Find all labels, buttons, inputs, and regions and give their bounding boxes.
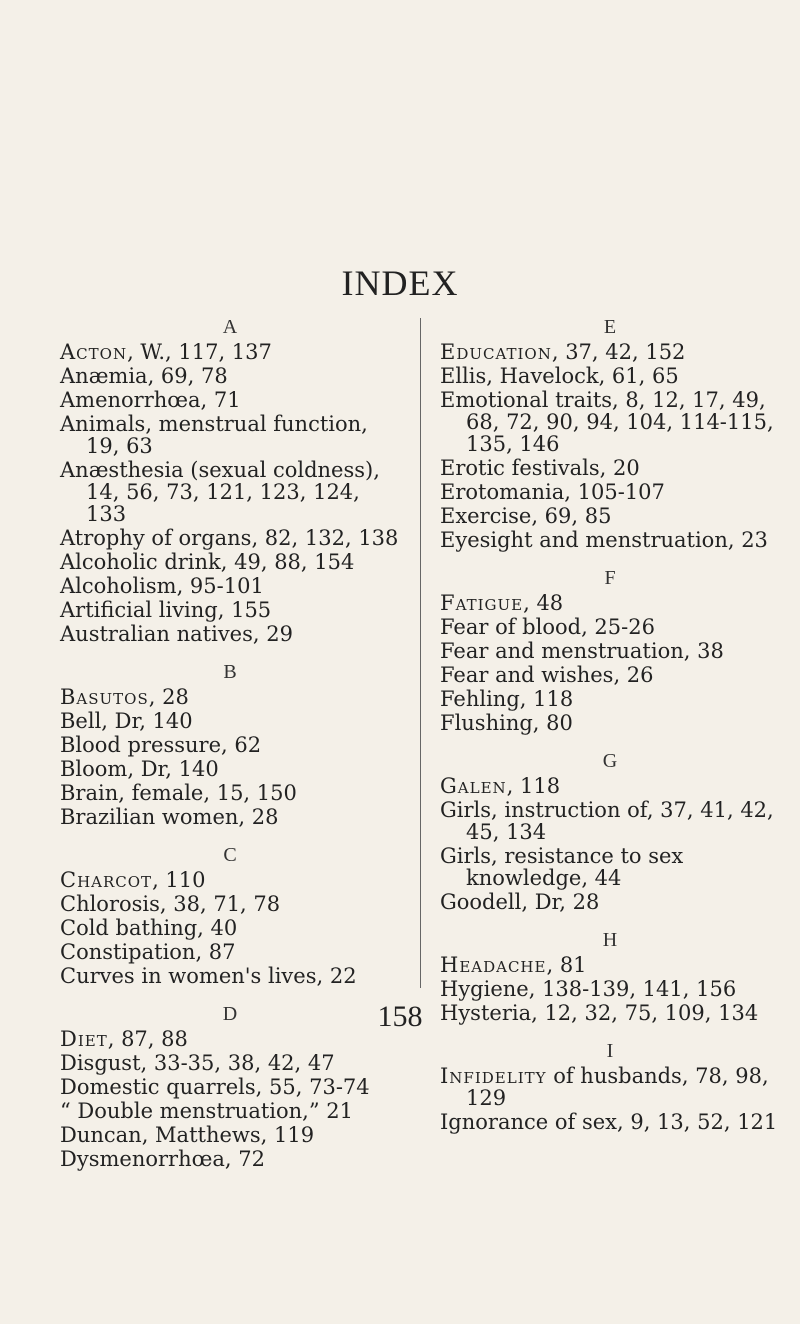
entry-text: Atrophy of organs, 82, 132, 138 <box>60 526 399 550</box>
section-letter: A <box>222 316 238 338</box>
entry-text: Blood pressure, 62 <box>60 733 262 757</box>
index-entry <box>440 891 780 913</box>
index-entry <box>60 734 400 756</box>
index-section-f <box>440 567 780 734</box>
entry-text: Erotomania, 105-107 <box>440 480 665 504</box>
index-entry <box>440 640 780 662</box>
entry-text: , 48 <box>523 591 564 615</box>
entry-text: , 118 <box>506 774 561 798</box>
entry-text: Domestic quarrels, 55, 73-74 <box>60 1075 370 1099</box>
index-entry <box>440 457 780 479</box>
entry-text: Curves in women's lives, 22 <box>60 964 357 988</box>
index-entry <box>440 616 780 638</box>
entry-text: Hysteria, 12, 32, 75, 109, 134 <box>440 1001 759 1025</box>
entry-text: Brain, female, 15, 150 <box>60 781 297 805</box>
index-entry <box>440 481 780 503</box>
index-entry <box>440 775 780 797</box>
entry-text: , 87, 88 <box>107 1027 188 1051</box>
entry-text: Anæmia, 69, 78 <box>60 364 228 388</box>
index-entry <box>60 686 400 708</box>
entry-text: Fear of blood, 25-26 <box>440 615 655 639</box>
index-entry <box>440 365 780 387</box>
index-entry <box>440 688 780 710</box>
section-gap <box>60 830 400 844</box>
page-number: 158 <box>377 1000 423 1033</box>
entry-head: Education <box>440 340 552 364</box>
index-section-a <box>60 316 400 645</box>
entry-head: Infidelity <box>440 1064 547 1088</box>
index-entry <box>60 806 400 828</box>
index-entry <box>60 459 400 525</box>
section-gap <box>440 736 780 750</box>
index-entry <box>440 845 780 889</box>
section-letter: C <box>223 844 237 866</box>
index-entry <box>60 599 400 621</box>
entry-text: Girls, instruction of, 37, 41, 42, 45, 134 <box>440 798 774 844</box>
index-entry <box>60 1052 400 1074</box>
index-entry <box>60 551 400 573</box>
column-divider <box>420 318 421 988</box>
entry-head: Diet <box>60 1027 108 1051</box>
entry-head: Galen <box>440 774 507 798</box>
entry-head: Basutos <box>60 685 149 709</box>
entry-text: Exercise, 69, 85 <box>440 504 612 528</box>
entry-text: , 28 <box>148 685 189 709</box>
index-entry <box>60 917 400 939</box>
index-entry <box>440 389 780 455</box>
entry-text: Erotic festivals, 20 <box>440 456 640 480</box>
index-entry <box>60 389 400 411</box>
entry-head: Charcot <box>60 868 153 892</box>
entry-text: Bloom, Dr, 140 <box>60 757 219 781</box>
entry-text: Bell, Dr, 140 <box>60 709 193 733</box>
index-entry <box>440 1065 780 1109</box>
entry-text: of husbands, 78, 98, 129 <box>466 1064 769 1110</box>
section-letter: D <box>222 1003 238 1025</box>
index-entry <box>60 1124 400 1146</box>
entry-text: Alcoholic drink, 49, 88, 154 <box>60 550 355 574</box>
index-entry <box>60 869 400 891</box>
page-title: INDEX <box>341 263 459 303</box>
entry-head: Acton <box>60 340 128 364</box>
index-entry <box>440 978 780 1000</box>
entry-text: Alcoholism, 95-101 <box>60 574 264 598</box>
index-entry <box>440 954 780 976</box>
entry-text: Amenorrhœa, 71 <box>60 388 241 412</box>
index-entry <box>440 799 780 843</box>
entry-text: Girls, resistance to sex knowledge, 44 <box>440 844 684 890</box>
index-entry <box>440 664 780 686</box>
index-section-c <box>60 844 400 987</box>
index-section-b <box>60 661 400 828</box>
section-letter: B <box>223 661 237 683</box>
index-entry <box>440 341 780 363</box>
entry-text: Dysmenorrhœa, 72 <box>60 1147 265 1171</box>
entry-text: , 110 <box>152 868 206 892</box>
entry-text: Ignorance of sex, 9, 13, 52, 121 <box>440 1110 778 1134</box>
entry-text: Emotional traits, 8, 12, 17, 49, 68, 72, 90, 94, 104, 114-115, 135, 146 <box>440 388 774 456</box>
entry-text: Flushing, 80 <box>440 711 573 735</box>
entry-text: Hygiene, 138-139, 141, 156 <box>440 977 737 1001</box>
entry-text: Cold bathing, 40 <box>60 916 238 940</box>
entry-text: , 37, 42, 152 <box>551 340 686 364</box>
index-entry <box>60 965 400 987</box>
index-entry <box>60 941 400 963</box>
index-section-i <box>440 1040 780 1133</box>
entry-head: Fatigue <box>440 591 524 615</box>
index-entry <box>60 710 400 732</box>
section-gap <box>60 647 400 661</box>
index-entry <box>60 623 400 645</box>
index-entry <box>440 592 780 614</box>
entry-text: Animals, menstrual function, 19, 63 <box>60 412 368 458</box>
section-gap <box>440 553 780 567</box>
entry-text: Chlorosis, 38, 71, 78 <box>60 892 281 916</box>
section-letter: E <box>603 316 617 338</box>
section-letter: I <box>606 1040 614 1062</box>
entry-text: “ Double menstruation,” 21 <box>60 1099 353 1123</box>
entry-text: Artificial living, 155 <box>60 598 272 622</box>
index-entry <box>60 782 400 804</box>
entry-text: Fehling, 118 <box>440 687 574 711</box>
section-letter: H <box>602 929 618 951</box>
index-entry <box>60 413 400 457</box>
entry-text: Disgust, 33-35, 38, 42, 47 <box>60 1051 335 1075</box>
index-section-g <box>440 750 780 913</box>
index-entry <box>60 365 400 387</box>
index-entry <box>60 341 400 363</box>
index-entry <box>440 1111 780 1133</box>
entry-text: Goodell, Dr, 28 <box>440 890 600 914</box>
section-letter: G <box>602 750 618 772</box>
index-entry <box>440 712 780 734</box>
index-entry <box>60 575 400 597</box>
index-entry <box>60 758 400 780</box>
index-entry <box>60 893 400 915</box>
entry-head: Headache <box>440 953 547 977</box>
left-index-column <box>60 316 400 1172</box>
entry-text: Fear and wishes, 26 <box>440 663 654 687</box>
index-entry <box>440 529 780 551</box>
index-entry <box>440 505 780 527</box>
entry-text: Constipation, 87 <box>60 940 236 964</box>
entry-text: Ellis, Havelock, 61, 65 <box>440 364 679 388</box>
section-letter: F <box>604 567 616 589</box>
index-entry <box>60 527 400 549</box>
entry-text: Fear and menstruation, 38 <box>440 639 724 663</box>
entry-text: Eyesight and menstruation, 23 <box>440 528 768 552</box>
entry-text: , W., 117, 137 <box>127 340 272 364</box>
entry-text: , 81 <box>546 953 587 977</box>
index-section-e <box>440 316 780 551</box>
entry-text: Anæsthesia (sexual coldness), 14, 56, 73, 121, 123, 124, 133 <box>60 458 380 526</box>
entry-text: Duncan, Matthews, 119 <box>60 1123 315 1147</box>
entry-text: Australian natives, 29 <box>60 622 293 646</box>
index-entry <box>60 1100 400 1122</box>
index-entry <box>60 1148 400 1170</box>
entry-text: Brazilian women, 28 <box>60 805 279 829</box>
index-entry <box>60 1076 400 1098</box>
section-gap <box>440 915 780 929</box>
